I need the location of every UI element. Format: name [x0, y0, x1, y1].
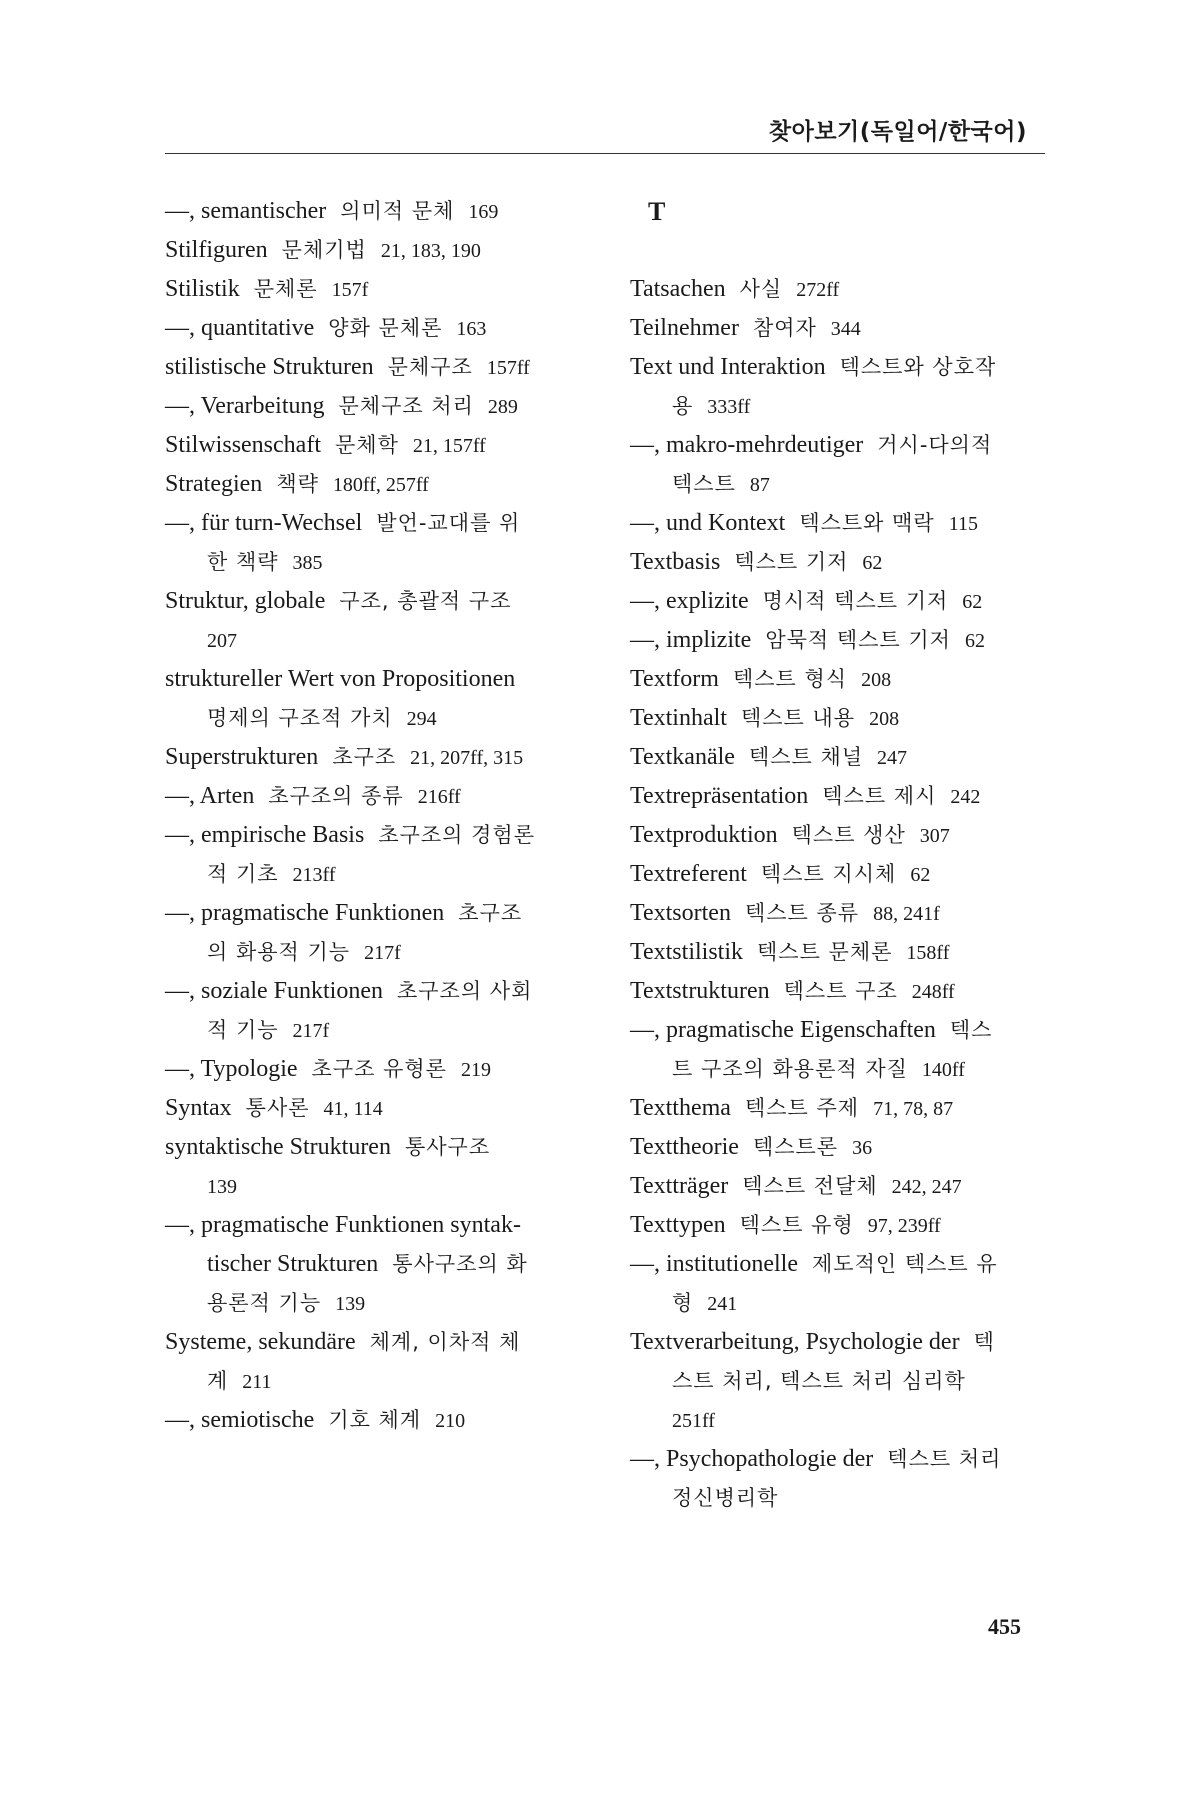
- page-ref: 88, 241f: [873, 903, 940, 925]
- page-ref: 157ff: [486, 357, 530, 379]
- german-term: Textproduktion: [630, 822, 778, 848]
- page-ref: 333ff: [707, 396, 751, 418]
- german-term: Stilistik: [165, 276, 240, 302]
- korean-term: 초구조의 경험론: [378, 823, 535, 847]
- german-term: syntaktische Strukturen: [165, 1134, 391, 1160]
- korean-term: 양화 문체론: [328, 316, 443, 340]
- index-entry: [165, 582, 595, 621]
- german-term: —, für turn-Wechsel: [165, 510, 363, 536]
- page-ref: 242, 247: [891, 1176, 962, 1198]
- korean-term: 체계, 이차적 체: [369, 1330, 521, 1354]
- page-ref: 385: [292, 552, 323, 574]
- index-entry-continuation: [630, 1050, 1050, 1089]
- index-entry-continuation: [165, 933, 595, 972]
- index-entry: [165, 192, 595, 231]
- index-entry: [630, 699, 1050, 738]
- korean-term: 텍스트 처리: [887, 1447, 1002, 1471]
- korean-term: 정신병리학: [672, 1486, 779, 1510]
- korean-term: 텍스: [949, 1018, 993, 1042]
- index-entry: [165, 387, 595, 426]
- german-term: tischer Strukturen: [207, 1251, 379, 1277]
- page-ref: 62: [962, 591, 983, 613]
- index-entry-continuation: [630, 1362, 1050, 1401]
- korean-term: 초구조의 사회: [396, 979, 533, 1003]
- index-column-left: [165, 192, 595, 1440]
- index-entry: [165, 777, 595, 816]
- german-term: —, Psychopathologie der: [630, 1446, 874, 1472]
- german-term: —, und Kontext: [630, 510, 786, 536]
- korean-term: 적 기능: [207, 1018, 279, 1042]
- index-entry: [165, 270, 595, 309]
- index-entry-continuation: [630, 465, 1050, 504]
- index-entry: [630, 816, 1050, 855]
- index-entry-continuation: [630, 1284, 1050, 1323]
- korean-term: 초구조의 종류: [268, 784, 404, 808]
- german-term: Systeme, sekundäre: [165, 1329, 356, 1355]
- page-ref: 157f: [331, 279, 369, 301]
- index-entry: [165, 1206, 595, 1245]
- index-entry-continuation: [630, 1479, 1050, 1518]
- page-ref: 62: [964, 630, 985, 652]
- korean-term: 형: [672, 1291, 694, 1315]
- index-entry: [630, 933, 1050, 972]
- index-entry: [630, 1128, 1050, 1167]
- index-entry-continuation: [165, 1011, 595, 1050]
- korean-term: 한 책략: [207, 550, 279, 574]
- index-entry: [165, 309, 595, 348]
- german-term: —, makro-mehrdeutiger: [630, 432, 864, 458]
- page-ref: 115: [948, 513, 978, 535]
- german-term: Textträger: [630, 1173, 729, 1199]
- page-ref: 21, 157ff: [412, 435, 486, 457]
- index-entry: [630, 192, 1050, 231]
- korean-term: 문체론: [253, 277, 318, 301]
- korean-term: 문체학: [335, 433, 399, 457]
- korean-term: 통사론: [245, 1096, 310, 1120]
- korean-term: 텍스트 종류: [744, 901, 860, 925]
- korean-term: 텍: [973, 1330, 995, 1354]
- german-term: Strategien: [165, 471, 263, 497]
- page-ref: 208: [861, 669, 892, 691]
- german-term: —, quantitative: [165, 315, 315, 341]
- german-term: Textrepräsentation: [630, 783, 809, 809]
- page-ref: 289: [487, 396, 518, 418]
- index-entry: [630, 309, 1050, 348]
- german-term: Textstilistik: [630, 939, 743, 965]
- korean-term: 책략: [276, 472, 319, 496]
- page-ref: 211: [242, 1371, 272, 1393]
- page-ref: 344: [830, 318, 861, 340]
- german-term: —, institutionelle: [630, 1251, 798, 1277]
- korean-term: 암묵적 텍스트 기저: [765, 628, 951, 652]
- korean-term: 텍스트 전달체: [742, 1174, 878, 1198]
- index-entry-continuation: [165, 855, 595, 894]
- index-entry: [630, 777, 1050, 816]
- index-entry-continuation: [165, 699, 595, 738]
- index-entry: [630, 1206, 1050, 1245]
- index-entry: [630, 1245, 1050, 1284]
- korean-term: 의 화용적 기능: [207, 940, 351, 964]
- korean-term: 구조, 총괄적 구조: [339, 589, 512, 613]
- korean-term: 의미적 문체: [340, 199, 455, 223]
- page-ref: 242: [950, 786, 981, 808]
- korean-term: 텍스트 주제: [744, 1096, 860, 1120]
- page-ref: 21, 183, 190: [380, 240, 481, 262]
- german-term: Text und Interaktion: [630, 354, 826, 380]
- german-term: Textinhalt: [630, 705, 727, 731]
- german-term: Textbasis: [630, 549, 721, 575]
- korean-term: 텍스트 내용: [740, 706, 856, 730]
- page-ref: 21, 207ff, 315: [410, 747, 524, 769]
- korean-term: 텍스트와 맥락: [799, 511, 935, 535]
- korean-term: 참여자: [752, 316, 817, 340]
- korean-term: 텍스트: [672, 472, 736, 496]
- index-entry-continuation: [165, 1245, 595, 1284]
- page-ref: 140ff: [921, 1059, 965, 1081]
- german-term: —, semiotische: [165, 1407, 315, 1433]
- korean-term: 문체기법: [281, 238, 367, 262]
- index-entry: [630, 231, 1050, 270]
- index-entry: [165, 738, 595, 777]
- index-entry: [630, 426, 1050, 465]
- page-ref: 139: [207, 1176, 237, 1198]
- german-term: —, soziale Funktionen: [165, 978, 383, 1004]
- index-entry: [630, 621, 1050, 660]
- korean-term: 거시-다의적: [877, 433, 993, 457]
- index-entry: [630, 738, 1050, 777]
- german-term: —, pragmatische Funktionen syntak-: [165, 1212, 521, 1238]
- german-term: Texttheorie: [630, 1134, 739, 1160]
- german-term: Textreferent: [630, 861, 747, 887]
- korean-term: 제도적인 텍스트 유: [812, 1252, 998, 1276]
- index-entry: [165, 1050, 595, 1089]
- korean-term: 텍스트 형식: [732, 667, 848, 691]
- german-term: Struktur, globale: [165, 588, 326, 614]
- korean-term: 텍스트 지시체: [760, 862, 897, 886]
- index-entry-continuation: [630, 387, 1050, 426]
- page-ref: 216ff: [417, 786, 461, 808]
- page-ref: 62: [862, 552, 883, 574]
- german-term: Superstrukturen: [165, 744, 319, 770]
- page-ref: 62: [910, 864, 931, 886]
- index-entry: [630, 504, 1050, 543]
- index-entry-continuation: [165, 621, 595, 660]
- korean-term: 용: [672, 394, 694, 418]
- korean-term: 초구조: [458, 901, 523, 925]
- index-entry-continuation: [165, 1362, 595, 1401]
- page-number: 455: [988, 1614, 1021, 1639]
- korean-term: 텍스트 문체론: [757, 940, 893, 964]
- index-entry: [165, 1089, 595, 1128]
- index-entry: [165, 972, 595, 1011]
- korean-term: 기호 체계: [328, 1408, 422, 1432]
- index-entry: [630, 894, 1050, 933]
- korean-term: 텍스트 채널: [748, 745, 864, 769]
- german-term: —, explizite: [630, 588, 749, 614]
- german-term: —, semantischer: [165, 198, 327, 224]
- german-term: stilistische Strukturen: [165, 354, 374, 380]
- index-entry: [630, 1440, 1050, 1479]
- korean-term: 명제의 구조적 가치: [207, 706, 393, 730]
- page-ref: 180ff, 257ff: [332, 474, 429, 496]
- index-entry: [630, 1167, 1050, 1206]
- german-term: —, pragmatische Eigenschaften: [630, 1017, 936, 1043]
- korean-term: 문체구조 처리: [338, 394, 474, 418]
- german-term: Textsorten: [630, 900, 731, 926]
- page-ref: 71, 78, 87: [873, 1098, 954, 1120]
- page-ref: 217f: [292, 1020, 330, 1042]
- index-entry-continuation: [630, 1401, 1050, 1440]
- korean-term: 텍스트 구조: [783, 979, 898, 1003]
- german-term: —, empirische Basis: [165, 822, 365, 848]
- index-entry: [630, 1011, 1050, 1050]
- page-ref: 169: [468, 201, 499, 223]
- index-entry: [165, 816, 595, 855]
- korean-term: 텍스트 제시: [822, 784, 937, 808]
- korean-term: 텍스트 생산: [791, 823, 906, 847]
- german-term: —, Verarbeitung: [165, 393, 325, 419]
- korean-term: 발언-교대를 위: [376, 511, 521, 535]
- index-entry: [165, 1323, 595, 1362]
- korean-term: 초구조 유형론: [311, 1057, 447, 1081]
- german-term: Texttypen: [630, 1212, 726, 1238]
- index-entry: [630, 582, 1050, 621]
- index-entry: [165, 348, 595, 387]
- german-term: Textverarbeitung, Psychologie der: [630, 1329, 960, 1355]
- german-term: Textthema: [630, 1095, 731, 1121]
- running-head: 찾아보기(독일어/한국어): [165, 116, 1045, 154]
- page-ref: 241: [707, 1293, 738, 1315]
- german-term: Syntax: [165, 1095, 232, 1121]
- german-term: —, implizite: [630, 627, 752, 653]
- index-entry: [630, 348, 1050, 387]
- index-entry: [630, 855, 1050, 894]
- german-term: Stilfiguren: [165, 237, 268, 263]
- page-ref: 208: [869, 708, 900, 730]
- index-entry: [165, 465, 595, 504]
- korean-term: 문체구조: [387, 355, 473, 379]
- korean-term: 텍스트 기저: [734, 550, 849, 574]
- german-term: —, pragmatische Funktionen: [165, 900, 445, 926]
- korean-term: 초구조: [332, 745, 397, 769]
- german-term: —, Typologie: [165, 1056, 298, 1082]
- page-ref: 210: [435, 1410, 466, 1432]
- page-ref: 207: [207, 630, 237, 652]
- page-ref: 158ff: [906, 942, 950, 964]
- section-letter: T: [648, 197, 666, 226]
- korean-term: 텍스트와 상호작: [839, 355, 997, 379]
- index-entry: [165, 1128, 595, 1167]
- page-ref: 213ff: [292, 864, 336, 886]
- korean-term: 사실: [739, 277, 783, 301]
- page-ref: 139: [335, 1293, 366, 1315]
- page-ref: 294: [406, 708, 437, 730]
- index-column-right: [630, 192, 1050, 1518]
- korean-term: 명시적 텍스트 기저: [762, 589, 949, 613]
- page-ref: 41, 114: [323, 1098, 383, 1120]
- page-ref: 36: [852, 1137, 873, 1159]
- index-entry: [630, 972, 1050, 1011]
- page-ref: 219: [460, 1059, 491, 1081]
- korean-term: 계: [207, 1369, 229, 1393]
- page-ref: 87: [749, 474, 770, 496]
- index-entry: [630, 660, 1050, 699]
- german-term: —, Arten: [165, 783, 255, 809]
- page-ref: 272ff: [796, 279, 840, 301]
- korean-term: 텍스트 유형: [739, 1213, 854, 1237]
- index-entry: [630, 270, 1050, 309]
- korean-term: 용론적 기능: [207, 1291, 322, 1315]
- german-term: struktureller Wert von Propositionen: [165, 666, 516, 692]
- page-ref: 163: [456, 318, 487, 340]
- korean-term: 통사구조: [404, 1135, 491, 1159]
- index-entry-continuation: [165, 543, 595, 582]
- korean-term: 트 구조의 화용론적 자질: [672, 1057, 908, 1081]
- german-term: Tatsachen: [630, 276, 726, 302]
- page-ref: 217f: [364, 942, 401, 964]
- page-ref: 307: [919, 825, 950, 847]
- page-ref: 97, 239ff: [867, 1215, 941, 1237]
- index-entry: [165, 426, 595, 465]
- index-entry: [165, 504, 595, 543]
- korean-term: 적 기초: [207, 862, 279, 886]
- index-entry: [165, 1401, 595, 1440]
- index-entry-continuation: [165, 1167, 595, 1206]
- index-entry: [165, 894, 595, 933]
- korean-term: 텍스트론: [752, 1135, 839, 1159]
- page-ref: 247: [877, 747, 908, 769]
- german-term: Textkanäle: [630, 744, 735, 770]
- korean-term: 스트 처리, 텍스트 처리 심리학: [672, 1369, 966, 1393]
- index-entry: [630, 1323, 1050, 1362]
- index-entry-continuation: [165, 1284, 595, 1323]
- index-entry: [630, 1089, 1050, 1128]
- page-ref: 251ff: [672, 1410, 715, 1432]
- page-ref: 248ff: [911, 981, 955, 1003]
- korean-term: 통사구조의 화: [392, 1252, 528, 1276]
- index-entry: [630, 543, 1050, 582]
- german-term: Textstrukturen: [630, 978, 770, 1004]
- index-entry: [165, 231, 595, 270]
- index-entry: [165, 660, 595, 699]
- german-term: Textform: [630, 666, 719, 692]
- german-term: Teilnehmer: [630, 315, 739, 341]
- german-term: Stilwissenschaft: [165, 432, 321, 458]
